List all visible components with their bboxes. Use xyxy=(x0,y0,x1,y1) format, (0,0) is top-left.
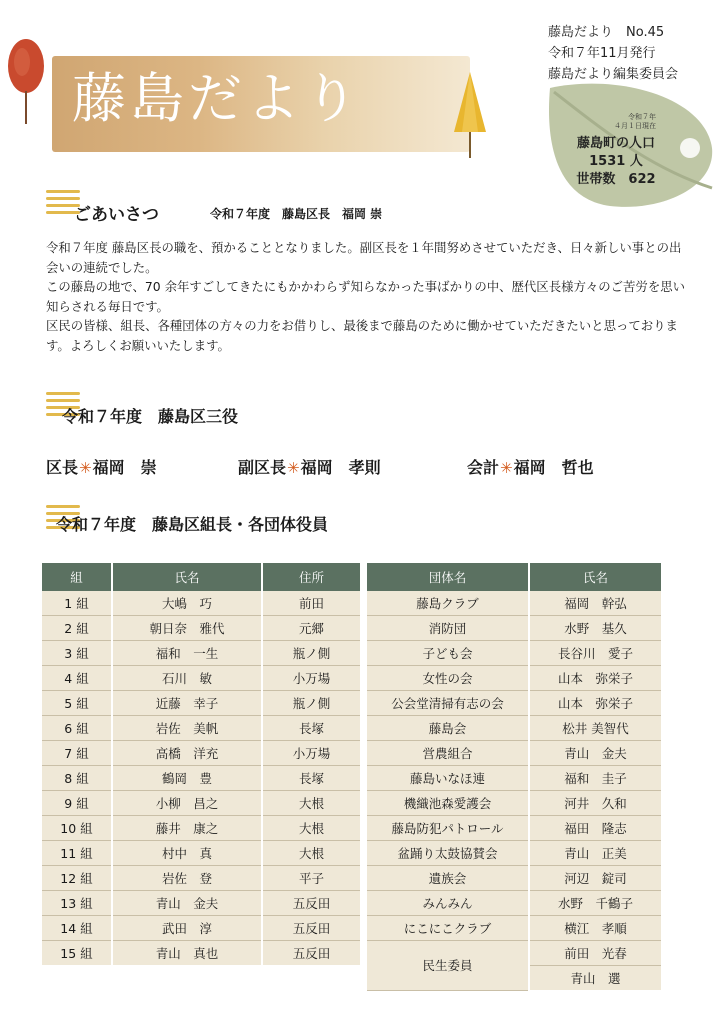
officer-treasurer: 会計✳福岡 哲也 xyxy=(467,458,594,477)
table-row: 9 組 小柳 昌之 大根 xyxy=(42,791,360,816)
table-row: 14 組 武田 淳 五反田 xyxy=(42,916,360,941)
greeting-subtitle: 令和７年度 藤島区長 福岡 崇 xyxy=(210,207,383,221)
table-row: 10 組 藤井 康之 大根 xyxy=(42,816,360,841)
table-row: 4 組 石川 敏 小万場 xyxy=(42,666,360,691)
population-date: 令和７年 ４月１日現在 xyxy=(614,113,656,130)
sprig-icon: ✳ xyxy=(79,459,92,477)
organizations-table-body xyxy=(367,591,661,990)
officer-vice: 副区長✳福岡 孝則 xyxy=(238,458,381,477)
red-leaf-decoration-icon xyxy=(6,36,46,126)
table-row: 11 組 村中 真 大根 xyxy=(42,841,360,866)
table-row: 7 組 高橋 洋充 小万場 xyxy=(42,741,360,766)
population-info xyxy=(566,135,666,189)
table-row: 12 組 岩佐 登 平子 xyxy=(42,866,360,891)
yellow-leaf-decoration-icon xyxy=(452,70,488,160)
table-row: 1 組 大嶋 巧 前田 xyxy=(42,591,360,616)
table-row: 藤島会 松井 美智代 xyxy=(367,716,661,741)
table-row: にこにこクラブ 横江 孝順 xyxy=(367,916,661,941)
column-header: 住所 xyxy=(262,563,360,591)
table-row: 2 組 朝日奈 雅代 元郷 xyxy=(42,616,360,641)
issue-editor: 藤島だより編集委員会 xyxy=(548,67,679,82)
table-row: 盆踊り太鼓協賛会 青山 正美 xyxy=(367,841,661,866)
roster-title: 令和７年度 藤島区組長・各団体役員 xyxy=(56,515,329,534)
table-row: 5 組 近藤 幸子 瓶ノ側 xyxy=(42,691,360,716)
sprig-icon: ✳ xyxy=(287,459,300,477)
issue-date: 令和７年11月発行 xyxy=(548,46,656,61)
table-row: 藤島クラブ 福岡 幹弘 xyxy=(367,591,661,616)
table-row: 8 組 鶴岡 豊 長塚 xyxy=(42,766,360,791)
table-row: 13 組 青山 金夫 五反田 xyxy=(42,891,360,916)
officers-title: 令和７年度 藤島区三役 xyxy=(62,407,239,426)
groups-table-body xyxy=(42,591,360,965)
table-row: 公会堂清掃有志の会 山本 弥栄子 xyxy=(367,691,661,716)
groups-table xyxy=(42,563,360,965)
table-row: 3 組 福和 一生 瓶ノ側 xyxy=(42,641,360,666)
org-name-cell: 民生委員 xyxy=(367,941,529,991)
table-row: 15 組 青山 真也 五反田 xyxy=(42,941,360,966)
table-row: 遺族会 河辺 錠司 xyxy=(367,866,661,891)
table-row: みんみん 水野 千鶴子 xyxy=(367,891,661,916)
table-row: 青山 選 xyxy=(367,966,661,991)
population-households: 世帯数 622 xyxy=(576,172,656,187)
table-row: 民生委員 前田 光春 xyxy=(367,941,661,966)
table-row: 子ども会 長谷川 愛子 xyxy=(367,641,661,666)
table-row: 消防団 水野 基久 xyxy=(367,616,661,641)
column-header: 組 xyxy=(42,563,112,591)
organizations-table xyxy=(367,563,661,991)
table-row: 6 組 岩佐 美帆 長塚 xyxy=(42,716,360,741)
table-row: 女性の会 山本 弥栄子 xyxy=(367,666,661,691)
issue-number: 藤島だより No.45 xyxy=(548,25,665,40)
table-row: 機織池森愛護会 河井 久和 xyxy=(367,791,661,816)
table-row: 営農組合 青山 金夫 xyxy=(367,741,661,766)
sprig-icon: ✳ xyxy=(500,459,513,477)
population-people: 1531 人 xyxy=(589,154,643,169)
greeting-body xyxy=(46,238,686,355)
population-title: 藤島町の人口 xyxy=(576,136,655,151)
greeting-title: ごあいさつ xyxy=(74,205,159,225)
column-header: 氏名 xyxy=(112,563,262,591)
column-header: 団体名 xyxy=(367,563,529,591)
issue-info xyxy=(548,22,678,85)
officer-chief: 区長✳福岡 崇 xyxy=(46,458,157,477)
column-header: 氏名 xyxy=(529,563,661,591)
greeting-paragraph: 令和７年度 藤島区長の職を、預かることとなりました。副区長を１年間努めさせていただき、日々新しい事との出会いの連続でした。 xyxy=(46,240,682,275)
greeting-paragraph: 区民の皆様、組長、各種団体の方々の力をお借りし、最後まで藤島のために働かせていただきたいと思っております。よろしくお願いいたします。 xyxy=(46,318,678,353)
masthead xyxy=(52,48,472,158)
table-row: 藤島防犯パトロール 福田 隆志 xyxy=(367,816,661,841)
newsletter-title: 藤島だより xyxy=(72,67,362,130)
greeting-paragraph: この藤島の地で、70 余年すごしてきたにもかかわらず知らなかった事ばかりの中、歴代区長様方々のご苦労を思い知らされる毎日です。 xyxy=(46,279,685,314)
table-row: 藤島いなほ連 福和 圭子 xyxy=(367,766,661,791)
